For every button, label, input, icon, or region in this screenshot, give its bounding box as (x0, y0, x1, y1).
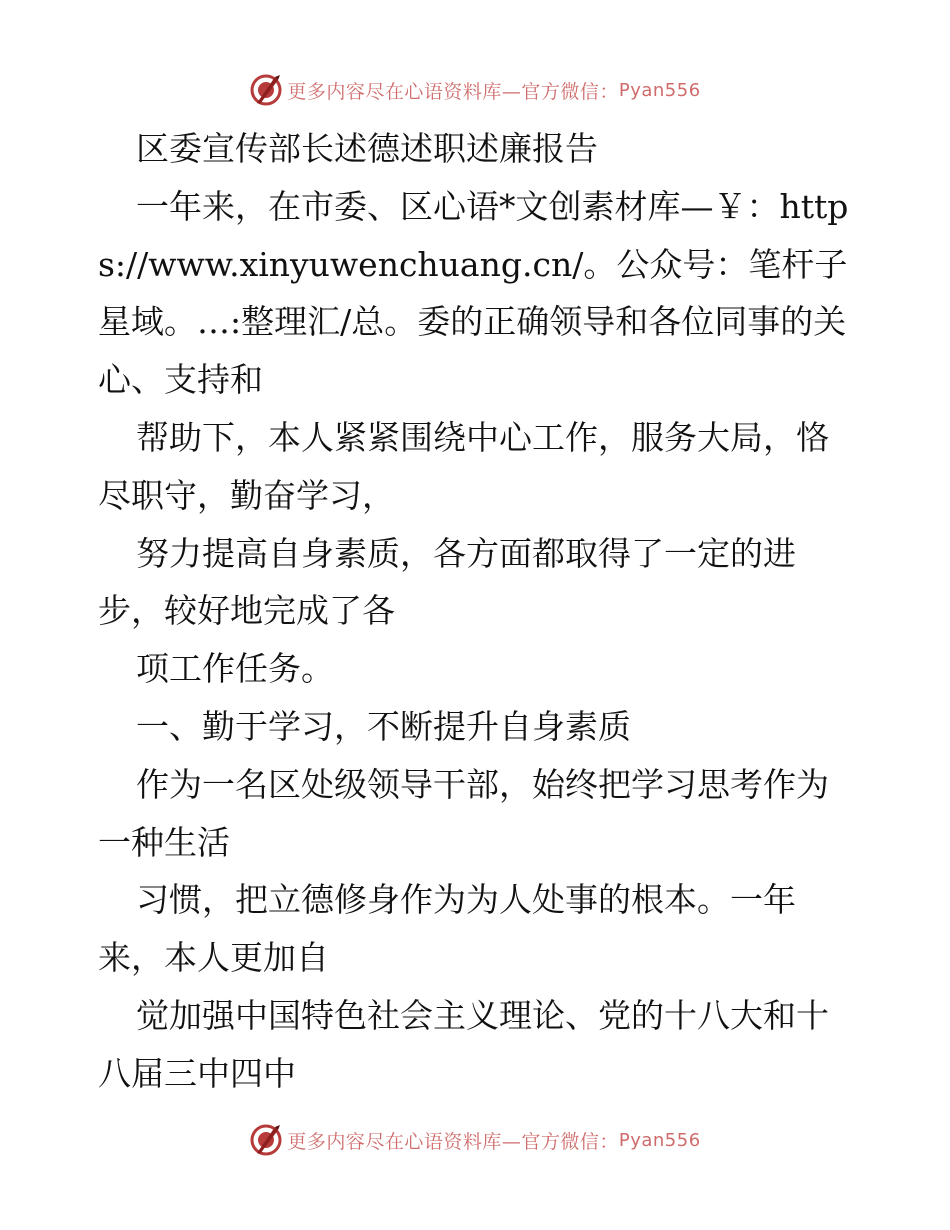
paragraph: 习惯，把立德修身作为为人处事的根本。一年来，本人更加自 (98, 880, 796, 978)
watermark-text: 更多内容尽在心语资料库—官方微信： (287, 1130, 619, 1153)
wechat-id: Pyan556 (618, 1129, 701, 1151)
quill-seal-icon (249, 73, 283, 107)
document-body (98, 120, 854, 1103)
section-heading: 一、勤于学习，不断提升自身素质 (136, 706, 631, 746)
paragraph: 项工作任务。 (136, 649, 334, 689)
quill-seal-icon (249, 1123, 283, 1157)
watermark-text: 更多内容尽在心语资料库—官方微信： (287, 80, 619, 103)
watermark-footer (0, 1120, 950, 1160)
paragraph: 作为一名区处级领导干部，始终把学习思考作为一种生活 (98, 764, 829, 862)
paragraph: 一年来，在市委、区心语*文创素材库—￥：https://www.xinyuwenchuang.cn/。公众号：笔杆子星域。…:整理汇/总。委的正确领导和各位同事的关心、支持和 (98, 186, 849, 400)
watermark-header (0, 70, 950, 110)
paragraph: 努力提高自身素质，各方面都取得了一定的进步，较好地完成了各 (98, 533, 796, 631)
wechat-id: Pyan556 (618, 79, 701, 101)
paragraph: 帮助下，本人紧紧围绕中心工作，服务大局，恪尽职守，勤奋学习， (98, 417, 829, 515)
document-title: 区委宣传部长述德述职述廉报告 (136, 129, 598, 168)
paragraph: 觉加强中国特色社会主义理论、党的十八大和十八届三中四中 (98, 995, 829, 1093)
